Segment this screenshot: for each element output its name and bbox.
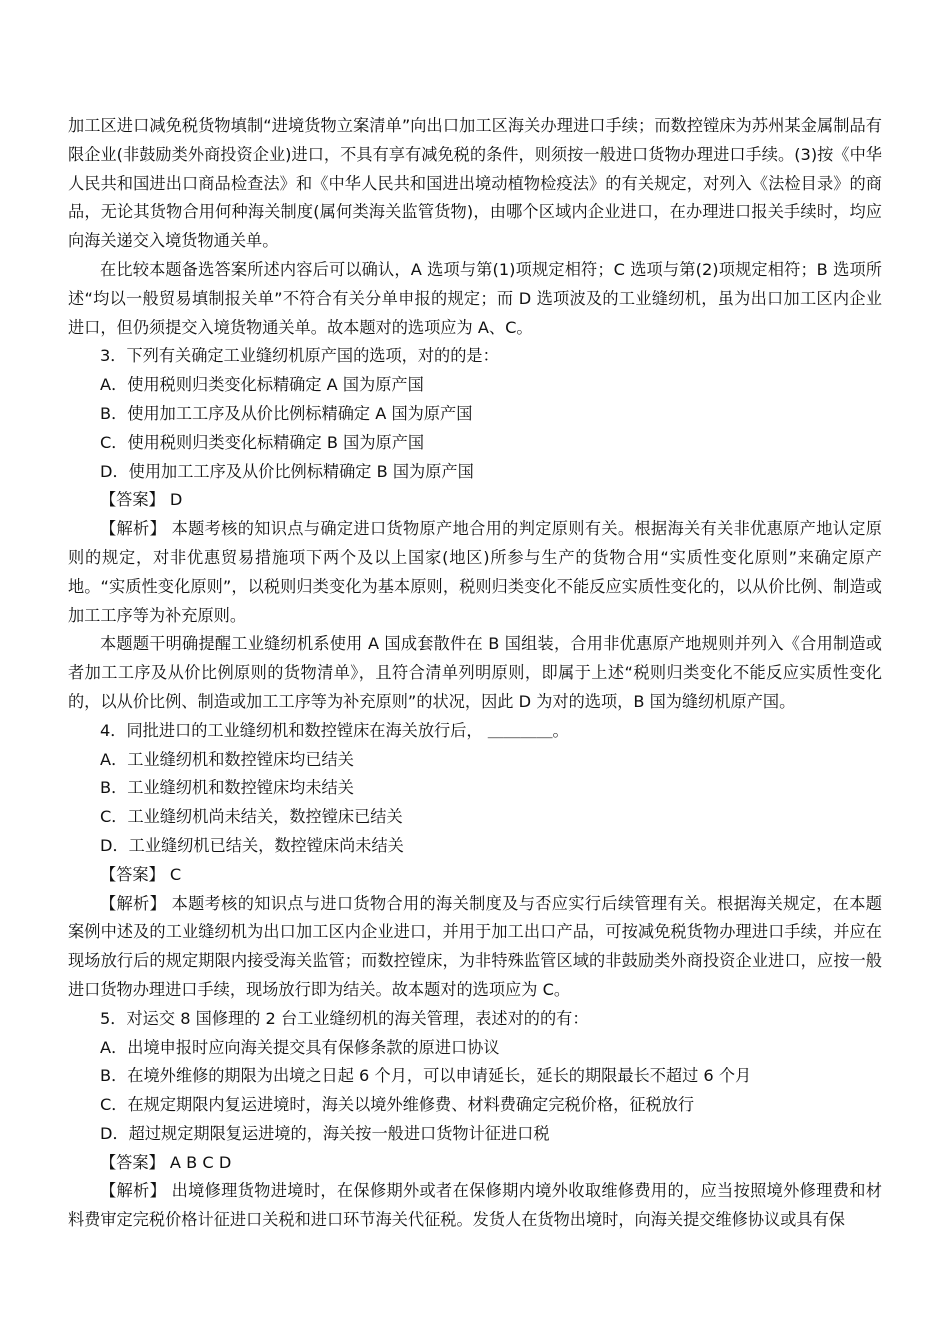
question-line: 【答案】 C [100,864,182,884]
question-line: C．使用税则归类变化标精确定 B 国为原产国 [100,432,425,452]
document-body [68,112,882,1235]
question-line: 5．对运交 8 国修理的 2 台工业缝纫机的海关管理，表述对的的有： [100,1008,589,1028]
question-line: A．工业缝纫机和数控镗床均已结关 [100,749,354,769]
text-paragraph: 【解析】 本题考核的知识点与确定进口货物原产地合用的判定原则有关。根据海关有关非优惠原产地认定原则的规定，对非优惠贸易措施项下两个及以上国家(地区)所参与生产的货物合用“实质性变化原则”来确定原产地。“实质性变化原则”，以税则归类变化为基本原则，税则归类变化不能反应实质性变化的，以从价比例、制造或加工工序等为补充原则。 [68,519,882,625]
question-line: C．在规定期限内复运进境时，海关以境外维修费、材料费确定完税价格，征税放行 [100,1095,695,1115]
question-line: D．使用加工工序及从价比例标精确定 B 国为原产国 [100,461,474,481]
question-line: 【答案】 A B C D [100,1152,232,1172]
question-line: B．使用加工工序及从价比例标精确定 A 国为原产国 [100,403,473,423]
text-paragraph: 加工区进口减免税货物填制“进境货物立案清单”向出口加工区海关办理进口手续；而数控镗床为苏州某金属制品有限企业(非鼓励类外商投资企业)进口，不具有享有减免税的条件，则须按一般进口货物办理进口手续。(3)按《中华人民共和国进出口商品检查法》和《中华人民共和国进出境动植物检疫法》的有关规定，对列入《法检目录》的商品，无论其货物合用何种海关制度(属何类海关监管货物)，由哪个区域内企业进口，在办理进口报关手续时，均应向海关递交入境货物通关单。 [68,116,882,251]
question-line: D．超过规定期限复运进境的，海关按一般进口货物计征进口税 [100,1123,550,1143]
question-line: 3．下列有关确定工业缝纫机原产国的选项，对的的是： [100,346,499,366]
question-line: B．工业缝纫机和数控镗床均未结关 [100,778,354,798]
question-line: B．在境外维修的期限为出境之日起 6 个月，可以申请延长，延长的期限最长不超过 6 个月 [100,1066,752,1086]
question-line: 4．同批进口的工业缝纫机和数控镗床在海关放行后， ＿＿＿＿。 [100,720,569,740]
text-paragraph: 本题题干明确提醒工业缝纫机系使用 A 国成套散件在 B 国组装，合用非优惠原产地规则并列入《合用制造或者加工工序及从价比例原则的货物清单》，且符合清单列明原则，即属于上述“税则归类变化不能反应实质性变化的，以从价比例、制造或加工工序等为补充原则”的状况，因此 D 为对的选项，B 国为缝纫机原产国。 [68,634,882,711]
text-paragraph: 【解析】 本题考核的知识点与进口货物合用的海关制度及与否应实行后续管理有关。根据海关规定，在本题案例中述及的工业缝纫机为出口加工区内企业进口，并用于加工出口产品，可按减免税货物办理进口手续，并应在现场放行后的规定期限内接受海关监管；而数控镗床，为非特殊监管区域的非鼓励类外商投资企业进口，应按一般进口货物办理进口手续，现场放行即为结关。故本题对的选项应为 C。 [68,893,882,999]
question-line: A．出境申报时应向海关提交具有保修条款的原进口协议 [100,1037,500,1057]
text-paragraph: 【解析】 出境修理货物进境时，在保修期外或者在保修期内境外收取维修费用的，应当按照境外修理费和材料费审定完税价格计征进口关税和进口环节海关代征税。发货人在货物出境时，向海关提交维修协议或具有保 [68,1181,882,1230]
question-line: C．工业缝纫机尚未结关，数控镗床已结关 [100,807,403,827]
question-line: D．工业缝纫机已结关，数控镗床尚未结关 [100,835,404,855]
text-paragraph: 在比较本题备选答案所述内容后可以确认，A 选项与第(1)项规定相符；C 选项与第(2)项规定相符；B 选项所述“均以一般贸易填制报关单”不符合有关分单申报的规定；而 D 选项波及的工业缝纫机，虽为出口加工区内企业进口，但仍须提交入境货物通关单。故本题对的选项应为 A、C。 [68,259,882,337]
question-line: A．使用税则归类变化标精确定 A 国为原产国 [100,375,424,395]
question-line: 【答案】 D [100,490,183,510]
